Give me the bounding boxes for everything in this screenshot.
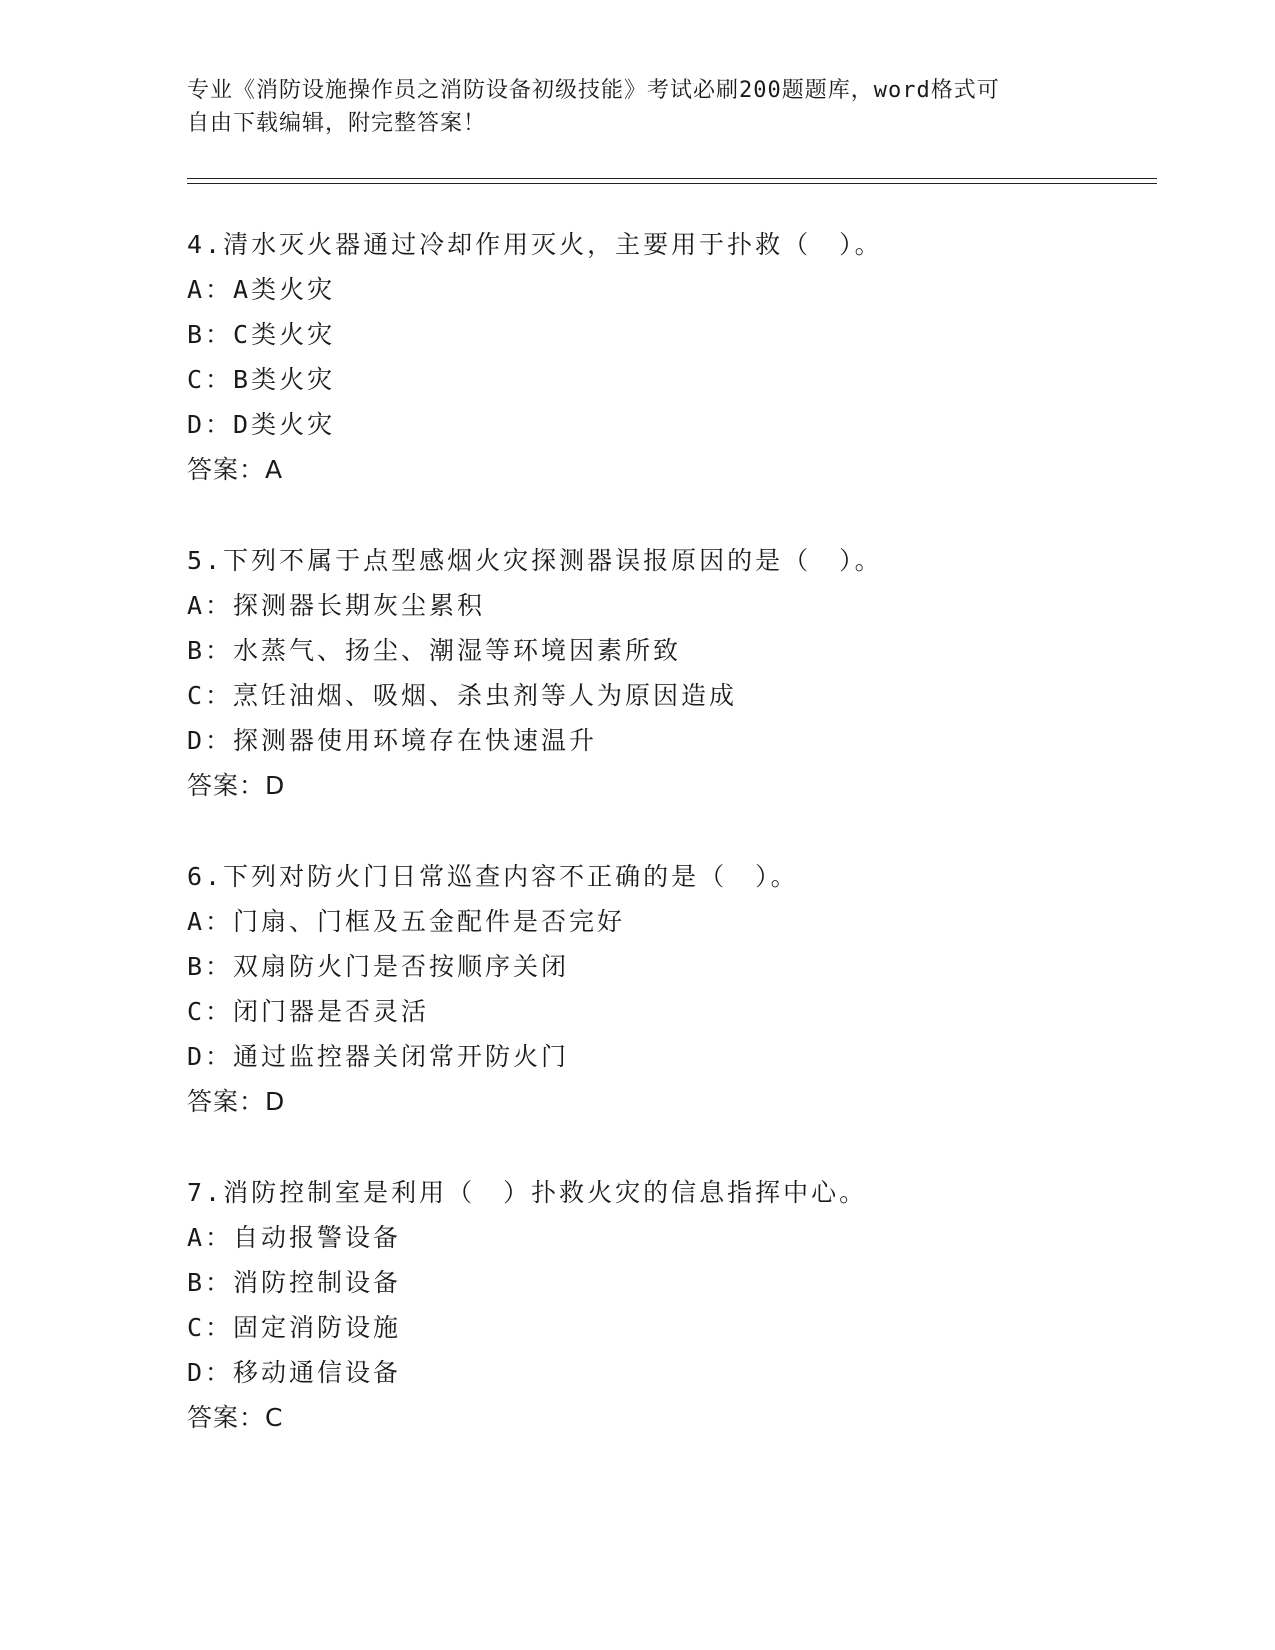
option-a: A：探测器长期灰尘累积 [187, 591, 486, 620]
option-c: C：烹饪油烟、吸烟、杀虫剂等人为原因造成 [187, 681, 738, 710]
answer-label: 答案： [187, 455, 266, 484]
option-d: D：探测器使用环境存在快速温升 [187, 726, 598, 755]
answer-value: A [265, 455, 284, 484]
option-c: C：B类火灾 [187, 365, 336, 394]
answer-line [187, 1403, 1147, 1433]
question-stem: 7.消防控制室是利用（ ）扑救火灾的信息指挥中心。 [187, 1178, 868, 1207]
answer-label: 答案： [187, 771, 266, 800]
answer-label: 答案： [187, 1403, 266, 1432]
option-b: B：双扇防火门是否按顺序关闭 [187, 952, 570, 981]
answer-value: D [265, 771, 286, 800]
answer-line [187, 771, 1147, 801]
option-a: A：门扇、门框及五金配件是否完好 [187, 907, 626, 936]
header-divider-bottom [187, 183, 1157, 184]
answer-label: 答案： [187, 1087, 266, 1116]
question-stem: 5.下列不属于点型感烟火灾探测器误报原因的是（ ）。 [187, 546, 883, 575]
option-a: A：自动报警设备 [187, 1223, 402, 1252]
answer-line [187, 1087, 1147, 1117]
question-stem: 4.清水灭火器通过冷却作用灭火，主要用于扑救（ ）。 [187, 230, 883, 259]
question-4 [187, 230, 1147, 485]
option-b: B：水蒸气、扬尘、潮湿等环境因素所致 [187, 636, 682, 665]
header-line-2: 自由下载编辑，附完整答案！ [187, 111, 487, 136]
header-line-1: 专业《消防设施操作员之消防设备初级技能》考试必刷200题题库，word格式可 [187, 78, 1000, 103]
option-b: B：C类火灾 [187, 320, 336, 349]
question-stem: 6.下列对防火门日常巡查内容不正确的是（ ）。 [187, 862, 799, 891]
option-b: B：消防控制设备 [187, 1268, 402, 1297]
option-d: D：D类火灾 [187, 410, 336, 439]
option-d: D：通过监控器关闭常开防火门 [187, 1042, 570, 1071]
option-c: C：闭门器是否灵活 [187, 997, 430, 1026]
option-c: C：固定消防设施 [187, 1313, 402, 1342]
question-7 [187, 1178, 1147, 1433]
option-d: D：移动通信设备 [187, 1358, 402, 1387]
answer-value: C [265, 1403, 284, 1432]
option-a: A：A类火灾 [187, 275, 336, 304]
answer-value: D [265, 1087, 286, 1116]
question-5 [187, 546, 1147, 801]
document-header [187, 74, 1067, 140]
question-6 [187, 862, 1147, 1117]
answer-line [187, 455, 1147, 485]
header-divider-top [187, 178, 1157, 179]
